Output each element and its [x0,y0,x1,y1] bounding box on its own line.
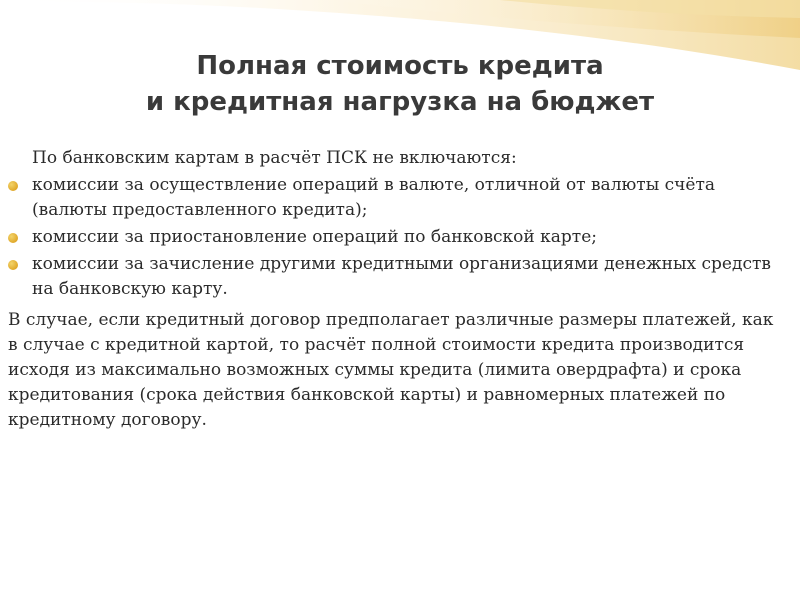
gold-circle-bullet-icon [8,260,18,270]
list-item [8,173,788,223]
slide-body [8,146,788,433]
bullet-list [8,173,788,302]
list-item [8,225,788,250]
gold-circle-bullet-icon [8,233,18,243]
list-item-text: комиссии за осуществление операций в валюте, отличной от валюты счёта (валюты предоставленного кредита); [32,175,715,220]
slide-title [90,48,710,120]
body-paragraph: В случае, если кредитный договор предполагает различные размеры платежей, как в случае с кредитной картой, то расчёт полной стоимости кредита производится исходя из максимально возможных суммы кредита (лимита овердрафта) и срока кредитования (срока действия банковской карты) и равномерных платежей по кредитному договору. [8,310,774,430]
slide-title-line-2: и кредитная нагрузка на бюджет [145,87,655,117]
list-item-text: комиссии за приостановление операций по банковской карте; [32,227,597,247]
list-item [8,252,788,302]
slide-title-line-1: Полная стоимость кредита [196,51,604,81]
list-item-text: комиссии за зачисление другими кредитными организациями денежных средств на банковскую карту. [32,254,771,299]
gold-circle-bullet-icon [8,181,18,191]
intro-text: По банковским картам в расчёт ПСК не включаются: [32,148,517,168]
